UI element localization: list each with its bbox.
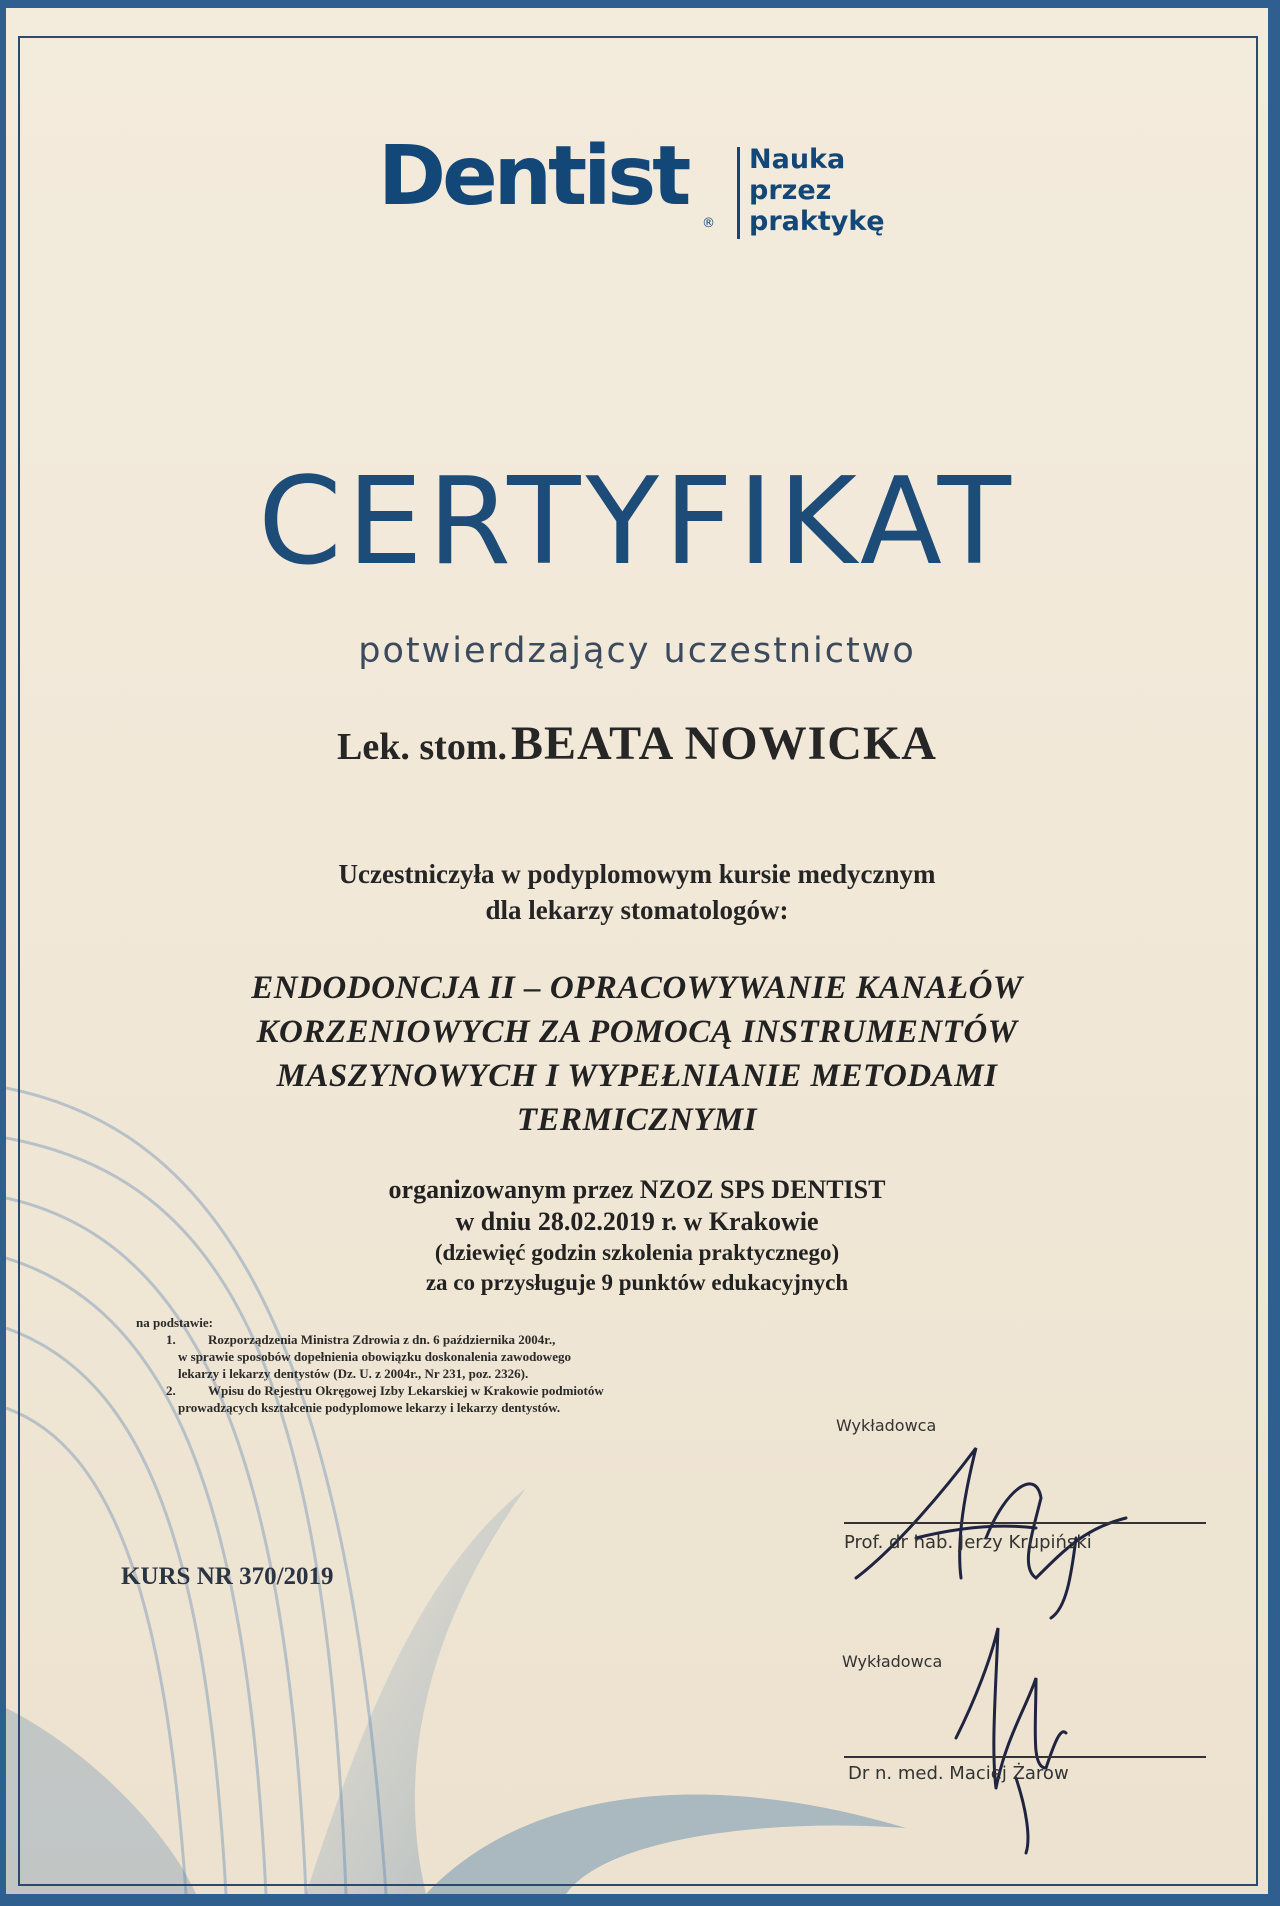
legal-item bbox=[136, 1382, 756, 1399]
intro-line: dla lekarzy stomatologów: bbox=[485, 895, 789, 925]
organizer-line: organizowanym przez NZOZ SPS DENTIST bbox=[388, 1175, 886, 1204]
recipient-prefix: Lek. stom. bbox=[337, 726, 507, 768]
organization-details bbox=[6, 1174, 1268, 1298]
legal-item-text: prowadzących kształcenie podyplomowe lekarzy i lekarzy dentystów. bbox=[178, 1400, 561, 1415]
legal-basis bbox=[136, 1314, 756, 1416]
legal-item-text: Wpisu do Rejestru Okręgowej Izby Lekarskiej w Krakowie podmiotów bbox=[208, 1383, 604, 1398]
recipient-name: BEATA NOWICKA bbox=[511, 717, 937, 770]
signature-line bbox=[844, 1522, 1206, 1524]
course-title-line: ENDODONCJA II – OPRACOWYWANIE KANAŁÓW bbox=[251, 970, 1023, 1006]
points-line: za co przysługuje 9 punktów edukacyjnych bbox=[425, 1270, 849, 1295]
course-title-line: TERMICZNYMI bbox=[516, 1102, 758, 1138]
certificate-title: CERTYFIKAT bbox=[258, 453, 1016, 592]
tagline-line: praktykę bbox=[749, 206, 885, 237]
signature-role: Wykładowca bbox=[836, 1416, 937, 1435]
signatory-name: Dr n. med. Maciej Żarow bbox=[848, 1763, 1069, 1784]
signature-line bbox=[844, 1756, 1206, 1758]
course-title bbox=[6, 966, 1268, 1142]
legal-item-text: lekarzy i lekarzy dentystów (Dz. U. z 2004r., Nr 231, poz. 2326). bbox=[178, 1366, 529, 1381]
signature-1 bbox=[836, 1428, 1136, 1613]
legal-heading: na podstawie: bbox=[136, 1315, 213, 1330]
hours-line: (dziewięć godzin szkolenia praktycznego) bbox=[434, 1240, 840, 1265]
signatory-name: Prof. dr hab. Jerzy Krupiński bbox=[844, 1532, 1092, 1553]
legal-item-text: Rozporządzenia Ministra Zdrowia z dn. 6 października 2004r., bbox=[208, 1332, 556, 1347]
tagline-line: Nauka bbox=[749, 144, 846, 175]
legal-item-number: 1. bbox=[166, 1332, 176, 1347]
certificate-paper bbox=[6, 8, 1268, 1894]
course-number: KURS NR 370/2019 bbox=[121, 1563, 334, 1590]
course-title-line: KORZENIOWYCH ZA POMOCĄ INSTRUMENTÓW bbox=[256, 1014, 1018, 1050]
certificate-subtitle: potwierdzający uczestnictwo bbox=[358, 631, 916, 671]
signature-2 bbox=[936, 1618, 1096, 1863]
logo-divider bbox=[737, 147, 740, 239]
tagline-line: przez bbox=[749, 175, 832, 206]
legal-item-number: 2. bbox=[166, 1383, 176, 1398]
legal-item-text: w sprawie sposobów dopełnienia obowiązku doskonalenia zawodowego bbox=[178, 1349, 571, 1364]
intro-line: Uczestniczyła w podyplomowym kursie medycznym bbox=[338, 859, 936, 889]
registered-mark: ® bbox=[702, 216, 715, 231]
participation-statement bbox=[6, 856, 1268, 928]
date-place-line: w dniu 28.02.2019 r. w Krakowie bbox=[455, 1207, 819, 1236]
logo-tagline bbox=[749, 144, 885, 237]
course-title-line: MASZYNOWYCH I WYPEŁNIANIE METODAMI bbox=[276, 1058, 998, 1094]
legal-item bbox=[136, 1331, 756, 1348]
signature-role: Wykładowca bbox=[842, 1652, 943, 1671]
dentist-logo: Dentist bbox=[378, 129, 688, 224]
recipient bbox=[6, 717, 1268, 770]
